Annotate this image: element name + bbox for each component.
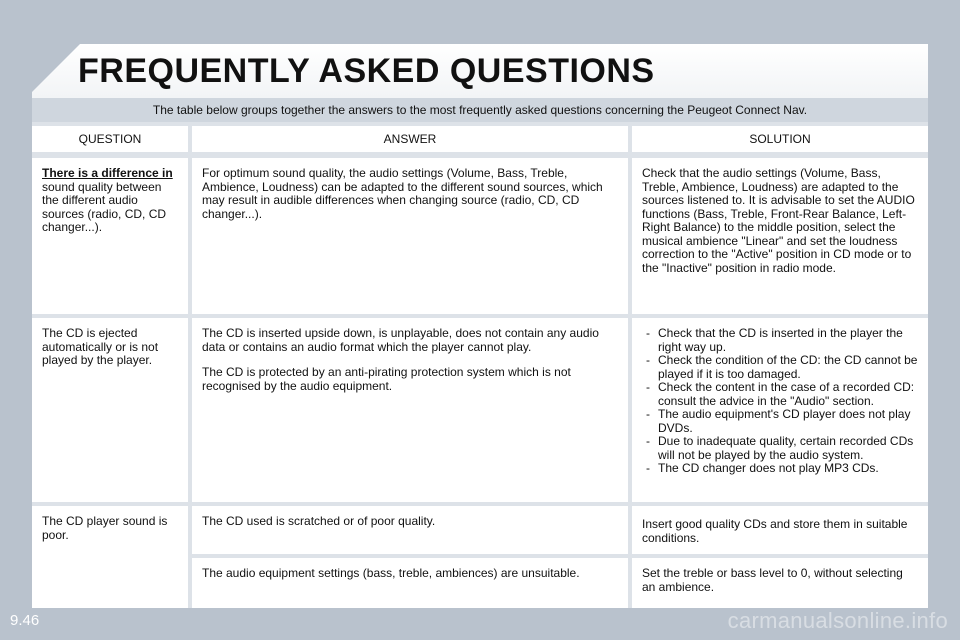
answer-cell-2 — [192, 318, 628, 502]
solution-text: Set the treble or bass level to 0, without selecting an ambience. — [642, 566, 903, 594]
solution-item: - The audio equipment's CD player does not play DVDs. — [642, 408, 918, 435]
question-text: sound quality between the different audio sources (radio, CD, CD changer...). — [42, 179, 167, 234]
header-answer: ANSWER — [192, 126, 628, 152]
title-band — [32, 44, 928, 98]
page-title: FREQUENTLY ASKED QUESTIONS — [78, 52, 655, 90]
solution-cell-3a — [632, 506, 928, 554]
solution-text: Insert good quality CDs and store them in suitable conditions. — [642, 517, 908, 545]
solution-item: - Due to inadequate quality, certain recorded CDs will not be played by the audio system. — [642, 435, 918, 462]
solution-item: - Check the content in the case of a recorded CD: consult the advice in the "Audio" section. — [642, 381, 918, 408]
solution-list — [642, 327, 918, 476]
answer-cell-3a — [192, 506, 628, 554]
question-cell-2 — [32, 318, 188, 502]
question-cell-3 — [32, 506, 188, 608]
solution-item: - Check the condition of the CD: the CD cannot be played if it is too damaged. — [642, 354, 918, 381]
solution-cell-3b — [632, 558, 928, 608]
manual-page — [32, 44, 928, 608]
solution-text: Check that the audio settings (Volume, Bass, Treble, Ambience, Loudness) are adapted to the sources listened to. It is advisable to set the AUDIO functions (Bass, Treble, Front-Rear Balance, Left-Right Balance) to the middle position, select the musical ambience "Linear" and set the loudness correction to the "Active" position in CD mode or to the "Inactive" position in radio mode. — [642, 166, 915, 275]
question-lead: There is a difference in — [42, 166, 173, 180]
solution-cell-2 — [632, 318, 928, 502]
header-solution: SOLUTION — [632, 126, 928, 152]
question-cell-1 — [32, 158, 188, 314]
answer-text: The audio equipment settings (bass, treble, ambiences) are unsuitable. — [202, 566, 580, 580]
page-subtitle: The table below groups together the answers to the most frequently asked questions concerning the Peugeot Connect Nav. — [152, 103, 808, 117]
answer-cell-1 — [192, 158, 628, 314]
page-number: 9.46 — [10, 612, 40, 629]
header-question: QUESTION — [32, 126, 188, 152]
solution-item: - Check that the CD is inserted in the player the right way up. — [642, 327, 918, 354]
answer-text: The CD is inserted upside down, is unplayable, does not contain any audio data or contains an audio format which the player cannot play. — [202, 326, 599, 354]
solution-cell-1 — [632, 158, 928, 314]
watermark: carmanualsonline.info — [727, 608, 948, 633]
answer-text: For optimum sound quality, the audio settings (Volume, Bass, Treble, Ambience, Loudness) can be adapted to the different sound sources, which may result in audible differences when changing source (radio, CD, CD changer...). — [202, 166, 603, 221]
solution-item: - The CD changer does not play MP3 CDs. — [642, 462, 918, 476]
answer-cell-3b — [192, 558, 628, 608]
question-text: The CD is ejected automatically or is not played by the player. — [42, 326, 159, 367]
question-text: The CD player sound is poor. — [42, 514, 168, 542]
subtitle-band — [32, 98, 928, 122]
answer-text: The CD is protected by an anti-pirating protection system which is not recognised by the audio equipment. — [202, 365, 571, 393]
page-corner — [32, 44, 80, 92]
answer-text: The CD used is scratched or of poor quality. — [202, 514, 436, 528]
